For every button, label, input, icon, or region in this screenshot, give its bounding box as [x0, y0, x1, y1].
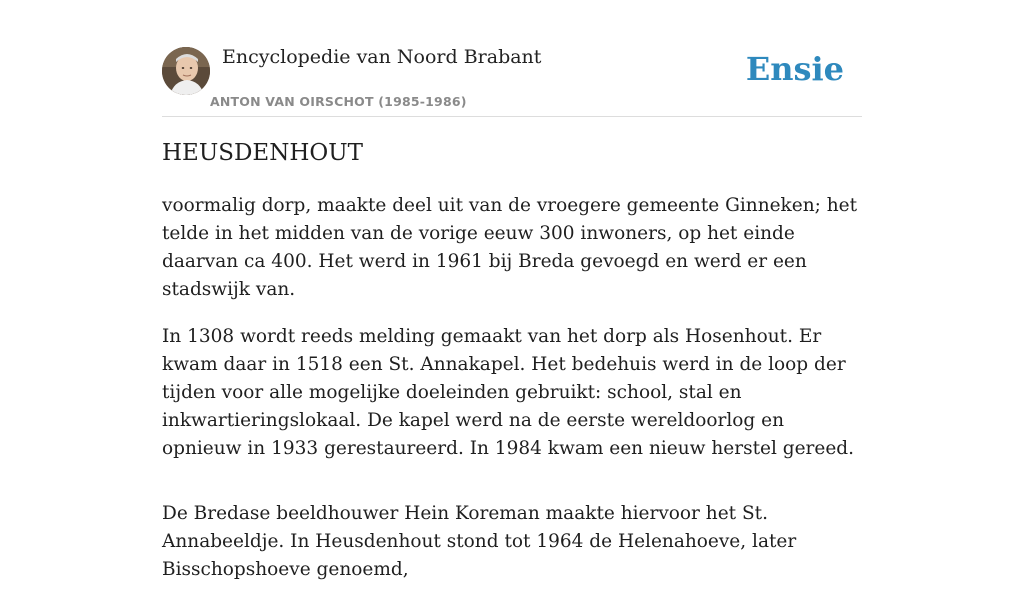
- author-name[interactable]: ANTON VAN OIRSCHOT (1985-1986): [210, 94, 467, 109]
- paragraph: In 1308 wordt reeds melding gemaakt van het dorp als Hosenhout. Er kwam daar in 1518 een St. Annakapel. Het bedehuis werd in de loop der tijden voor alle mogelijke doeleinden gebruikt: school, stal en inkwartieringslokaal. De kapel werd na de eerste wereldoorlog en opnieuw in 1933 gerestaureerd. In 1984 kwam een nieuw herstel gereed.: [162, 326, 855, 459]
- header: [162, 0, 862, 117]
- site-title[interactable]: Encyclopedie van Noord Brabant: [222, 46, 542, 68]
- article-body: [162, 192, 862, 603]
- page-container: [162, 0, 862, 580]
- page-title: HEUSDENHOUT: [162, 140, 363, 166]
- author-portrait-icon: [162, 47, 210, 95]
- author-avatar[interactable]: [162, 47, 210, 95]
- paragraph: voormalig dorp, maakte deel uit van de vroegere gemeente Ginneken; het telde in het midden van de vorige eeuw 300 inwoners, op het einde daarvan ca 400. Het werd in 1961 bij Breda gevoegd en werd er een stadswijk van.: [162, 195, 858, 300]
- paragraph: De Bredase beeldhouwer Hein Koreman maakte hiervoor het St. Annabeeldje. In Heusdenhout stond tot 1964 de Helenahoeve, later Bisschopshoeve genoemd,: [162, 503, 797, 580]
- brand-logo[interactable]: Ensie: [745, 50, 844, 88]
